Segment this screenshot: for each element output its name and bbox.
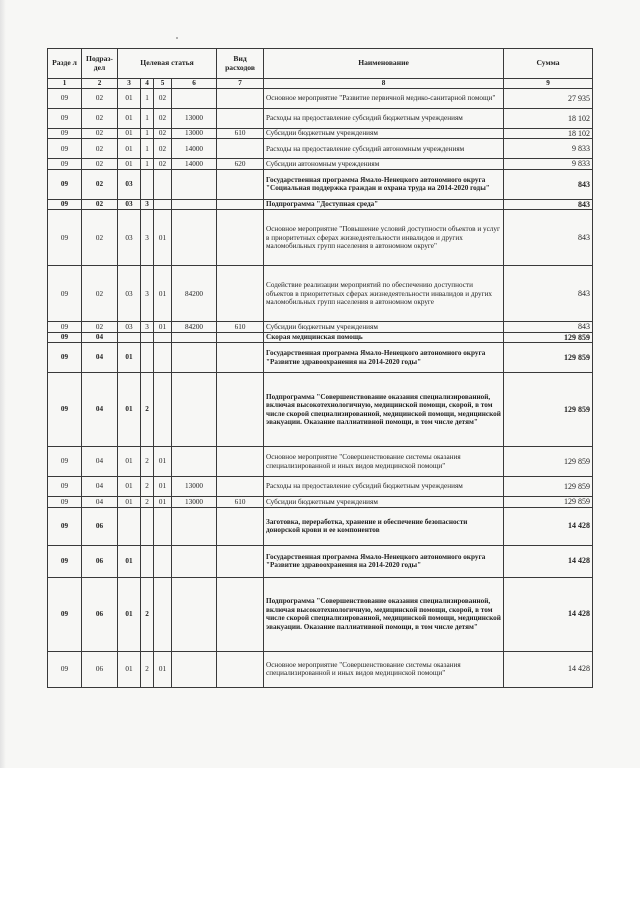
cell-razdel: 09 [48, 507, 82, 545]
cell-subprogram: 2 [141, 651, 154, 687]
cell-event [154, 507, 172, 545]
cell-subprogram: 3 [141, 322, 154, 332]
cell-name: Субсидии бюджетным учреждениям [264, 129, 504, 139]
cell-event [154, 373, 172, 447]
cell-program: 03 [118, 199, 141, 209]
cell-sum: 843 [504, 322, 593, 332]
cell-sum: 9 833 [504, 139, 593, 159]
cell-program: 01 [118, 343, 141, 373]
cell-direction [172, 199, 217, 209]
col-num: 2 [82, 79, 118, 89]
cell-razdel: 09 [48, 139, 82, 159]
col-num: 7 [217, 79, 264, 89]
cell-subprogram: 3 [141, 210, 154, 266]
cell-sum: 27 935 [504, 89, 593, 109]
cell-program: 03 [118, 210, 141, 266]
cell-expense-type [217, 447, 264, 477]
cell-razdel: 09 [48, 332, 82, 342]
cell-podrazdel: 02 [82, 109, 118, 129]
cell-name: Подпрограмма "Совершенствование оказания специализированной, включая высокотехнологичную, медицинской помощи, скорой, в том числе скорой специализированной, медицинской помощи, медицинской эвакуации. Оказание паллиативной помощи, в том числе детям" [264, 577, 504, 651]
table-row [48, 169, 593, 199]
cell-event [154, 199, 172, 209]
header-sum: Сумма [504, 49, 593, 79]
cell-direction: 14000 [172, 139, 217, 159]
table-row [48, 109, 593, 129]
cell-program: 01 [118, 139, 141, 159]
cell-subprogram: 1 [141, 139, 154, 159]
cell-subprogram: 3 [141, 199, 154, 209]
table-row [48, 447, 593, 477]
cell-razdel: 09 [48, 199, 82, 209]
cell-razdel: 09 [48, 373, 82, 447]
cell-direction: 13000 [172, 129, 217, 139]
cell-direction [172, 210, 217, 266]
cell-sum: 129 859 [504, 477, 593, 497]
scan-speck [176, 37, 178, 39]
header-razdel: Разде л [48, 49, 82, 79]
cell-event [154, 343, 172, 373]
cell-event: 01 [154, 477, 172, 497]
cell-event: 01 [154, 210, 172, 266]
table-row [48, 322, 593, 332]
cell-event: 01 [154, 497, 172, 507]
cell-sum: 14 428 [504, 577, 593, 651]
cell-podrazdel: 04 [82, 373, 118, 447]
cell-subprogram: 2 [141, 577, 154, 651]
cell-program: 01 [118, 89, 141, 109]
table-row [48, 199, 593, 209]
cell-subprogram: 2 [141, 373, 154, 447]
cell-expense-type [217, 169, 264, 199]
column-number-row [48, 79, 593, 89]
cell-expense-type [217, 109, 264, 129]
cell-expense-type [217, 477, 264, 497]
cell-expense-type [217, 577, 264, 651]
col-num: 4 [141, 79, 154, 89]
cell-program: 03 [118, 169, 141, 199]
cell-subprogram [141, 332, 154, 342]
cell-podrazdel: 04 [82, 343, 118, 373]
cell-sum: 18 102 [504, 129, 593, 139]
cell-program: 03 [118, 266, 141, 322]
cell-subprogram [141, 169, 154, 199]
cell-podrazdel: 02 [82, 210, 118, 266]
cell-event [154, 332, 172, 342]
cell-program: 01 [118, 373, 141, 447]
cell-name: Подпрограмма "Совершенствование оказания специализированной, включая высокотехнологичную, медицинской помощи, скорой, в том числе скорой специализированной, медицинской помощи, медицинской эвакуации. Оказание паллиативной помощи, в том числе детям" [264, 373, 504, 447]
cell-sum: 18 102 [504, 109, 593, 129]
cell-subprogram: 1 [141, 89, 154, 109]
cell-name: Государственная программа Ямало-Ненецкого автономного округа "Социальная поддержка граждан и охрана труда на 2014-2020 годы" [264, 169, 504, 199]
cell-sum: 843 [504, 210, 593, 266]
cell-name: Расходы на предоставление субсидий автономным учреждениям [264, 139, 504, 159]
cell-program: 01 [118, 129, 141, 139]
cell-direction [172, 89, 217, 109]
cell-direction [172, 651, 217, 687]
cell-podrazdel: 06 [82, 545, 118, 577]
cell-subprogram: 2 [141, 477, 154, 497]
cell-direction: 84200 [172, 266, 217, 322]
table-body [48, 89, 593, 688]
cell-podrazdel: 02 [82, 322, 118, 332]
cell-podrazdel: 06 [82, 577, 118, 651]
cell-program: 01 [118, 447, 141, 477]
cell-razdel: 09 [48, 129, 82, 139]
cell-razdel: 09 [48, 651, 82, 687]
cell-razdel: 09 [48, 343, 82, 373]
cell-event [154, 545, 172, 577]
cell-sum: 129 859 [504, 332, 593, 342]
cell-name: Расходы на предоставление субсидий бюджетным учреждениям [264, 477, 504, 497]
col-num: 6 [172, 79, 217, 89]
cell-name: Субсидии бюджетным учреждениям [264, 497, 504, 507]
cell-direction: 13000 [172, 497, 217, 507]
cell-name: Основное мероприятие "Совершенствование системы оказания специализированной и иных видов медицинской помощи" [264, 651, 504, 687]
header-podrazdel: Подраз- дел [82, 49, 118, 79]
header-row [48, 49, 593, 79]
cell-direction: 14000 [172, 159, 217, 169]
cell-podrazdel: 04 [82, 497, 118, 507]
cell-name: Основное мероприятие "Повышение условий доступности объектов и услуг в приоритетных сферах жизнедеятельности инвалидов и других маломобильных групп населения в автономном округе" [264, 210, 504, 266]
cell-name: Государственная программа Ямало-Ненецкого автономного округа "Развитие здравоохранения на 2014-2020 годы" [264, 343, 504, 373]
cell-razdel: 09 [48, 322, 82, 332]
cell-razdel: 09 [48, 545, 82, 577]
cell-sum: 843 [504, 199, 593, 209]
cell-sum: 129 859 [504, 497, 593, 507]
cell-subprogram [141, 507, 154, 545]
cell-direction [172, 373, 217, 447]
cell-direction [172, 169, 217, 199]
cell-name: Субсидии бюджетным учреждениям [264, 322, 504, 332]
cell-razdel: 09 [48, 210, 82, 266]
cell-razdel: 09 [48, 266, 82, 322]
cell-podrazdel: 02 [82, 89, 118, 109]
cell-name: Государственная программа Ямало-Ненецкого автономного округа "Развитие здравоохранения на 2014-2020 годы" [264, 545, 504, 577]
table-row [48, 497, 593, 507]
table-row [48, 507, 593, 545]
cell-expense-type: 610 [217, 497, 264, 507]
cell-subprogram: 3 [141, 266, 154, 322]
header-expense-type: Вид расходов [217, 49, 264, 79]
table-row [48, 651, 593, 687]
table-row [48, 210, 593, 266]
cell-sum: 9 833 [504, 159, 593, 169]
cell-name: Основное мероприятие "Совершенствование системы оказания специализированной и иных видов медицинской помощи" [264, 447, 504, 477]
cell-razdel: 09 [48, 159, 82, 169]
cell-expense-type: 620 [217, 159, 264, 169]
table-row [48, 129, 593, 139]
cell-sum: 14 428 [504, 651, 593, 687]
cell-direction: 13000 [172, 477, 217, 497]
cell-direction [172, 343, 217, 373]
cell-program [118, 332, 141, 342]
cell-podrazdel: 02 [82, 266, 118, 322]
table-row [48, 343, 593, 373]
table-row [48, 332, 593, 342]
table-row [48, 373, 593, 447]
cell-subprogram: 2 [141, 497, 154, 507]
cell-event: 01 [154, 651, 172, 687]
cell-podrazdel: 06 [82, 507, 118, 545]
cell-expense-type [217, 545, 264, 577]
col-num: 9 [504, 79, 593, 89]
cell-expense-type [217, 139, 264, 159]
table-row [48, 266, 593, 322]
cell-name: Расходы на предоставление субсидий бюджетным учреждениям [264, 109, 504, 129]
cell-podrazdel: 02 [82, 139, 118, 159]
cell-podrazdel: 06 [82, 651, 118, 687]
cell-sum: 14 428 [504, 507, 593, 545]
header-target-article: Целевая статья [118, 49, 217, 79]
cell-razdel: 09 [48, 477, 82, 497]
table-row [48, 89, 593, 109]
table-row [48, 477, 593, 497]
cell-expense-type [217, 507, 264, 545]
cell-name: Субсидии автономным учреждениям [264, 159, 504, 169]
header-name: Наименование [264, 49, 504, 79]
cell-expense-type [217, 651, 264, 687]
cell-podrazdel: 02 [82, 159, 118, 169]
cell-sum: 843 [504, 169, 593, 199]
cell-program: 01 [118, 577, 141, 651]
col-num: 8 [264, 79, 504, 89]
cell-name: Подпрограмма "Доступная среда" [264, 199, 504, 209]
cell-razdel: 09 [48, 169, 82, 199]
table-row [48, 577, 593, 651]
cell-event: 01 [154, 322, 172, 332]
cell-expense-type [217, 199, 264, 209]
cell-event: 02 [154, 139, 172, 159]
cell-sum: 129 859 [504, 447, 593, 477]
cell-expense-type [217, 266, 264, 322]
col-num: 3 [118, 79, 141, 89]
cell-name: Заготовка, переработка, хранение и обеспечение безопасности донорской крови и ее компонентов [264, 507, 504, 545]
cell-program: 01 [118, 159, 141, 169]
cell-razdel: 09 [48, 447, 82, 477]
cell-program: 01 [118, 545, 141, 577]
cell-event: 02 [154, 109, 172, 129]
cell-podrazdel: 04 [82, 447, 118, 477]
cell-name: Основное мероприятие "Развитие первичной медико-санитарной помощи" [264, 89, 504, 109]
cell-razdel: 09 [48, 109, 82, 129]
cell-sum: 843 [504, 266, 593, 322]
col-num: 5 [154, 79, 172, 89]
cell-subprogram [141, 545, 154, 577]
cell-program: 01 [118, 477, 141, 497]
cell-podrazdel: 02 [82, 199, 118, 209]
cell-sum: 14 428 [504, 545, 593, 577]
cell-expense-type [217, 89, 264, 109]
cell-direction: 84200 [172, 322, 217, 332]
cell-direction [172, 577, 217, 651]
table-row [48, 159, 593, 169]
cell-program: 01 [118, 497, 141, 507]
cell-event [154, 577, 172, 651]
table-row [48, 139, 593, 159]
cell-event: 01 [154, 266, 172, 322]
cell-expense-type [217, 332, 264, 342]
cell-program: 01 [118, 651, 141, 687]
cell-sum: 129 859 [504, 343, 593, 373]
cell-expense-type: 610 [217, 129, 264, 139]
cell-event: 02 [154, 89, 172, 109]
cell-program: 03 [118, 322, 141, 332]
cell-razdel: 09 [48, 577, 82, 651]
cell-direction: 13000 [172, 109, 217, 129]
cell-program: 01 [118, 109, 141, 129]
budget-table [47, 48, 593, 688]
cell-subprogram [141, 343, 154, 373]
cell-sum: 129 859 [504, 373, 593, 447]
cell-name: Содействие реализации мероприятий по обеспечению доступности объектов в приоритетных сферах жизнедеятельности инвалидов и других маломобильных групп населения в автономном округе [264, 266, 504, 322]
cell-podrazdel: 04 [82, 332, 118, 342]
cell-expense-type [217, 210, 264, 266]
cell-expense-type [217, 343, 264, 373]
cell-direction [172, 332, 217, 342]
cell-razdel: 09 [48, 497, 82, 507]
cell-expense-type: 610 [217, 322, 264, 332]
cell-subprogram: 1 [141, 109, 154, 129]
cell-podrazdel: 04 [82, 477, 118, 497]
scan-edge [0, 0, 6, 768]
cell-razdel: 09 [48, 89, 82, 109]
cell-subprogram: 1 [141, 129, 154, 139]
cell-event: 02 [154, 159, 172, 169]
cell-direction [172, 507, 217, 545]
cell-subprogram: 2 [141, 447, 154, 477]
table-row [48, 545, 593, 577]
cell-direction [172, 447, 217, 477]
cell-event: 01 [154, 447, 172, 477]
cell-expense-type [217, 373, 264, 447]
col-num: 1 [48, 79, 82, 89]
cell-event: 02 [154, 129, 172, 139]
cell-direction [172, 545, 217, 577]
cell-podrazdel: 02 [82, 169, 118, 199]
cell-event [154, 169, 172, 199]
cell-program [118, 507, 141, 545]
cell-subprogram: 1 [141, 159, 154, 169]
cell-name: Скорая медицинская помощь [264, 332, 504, 342]
cell-podrazdel: 02 [82, 129, 118, 139]
